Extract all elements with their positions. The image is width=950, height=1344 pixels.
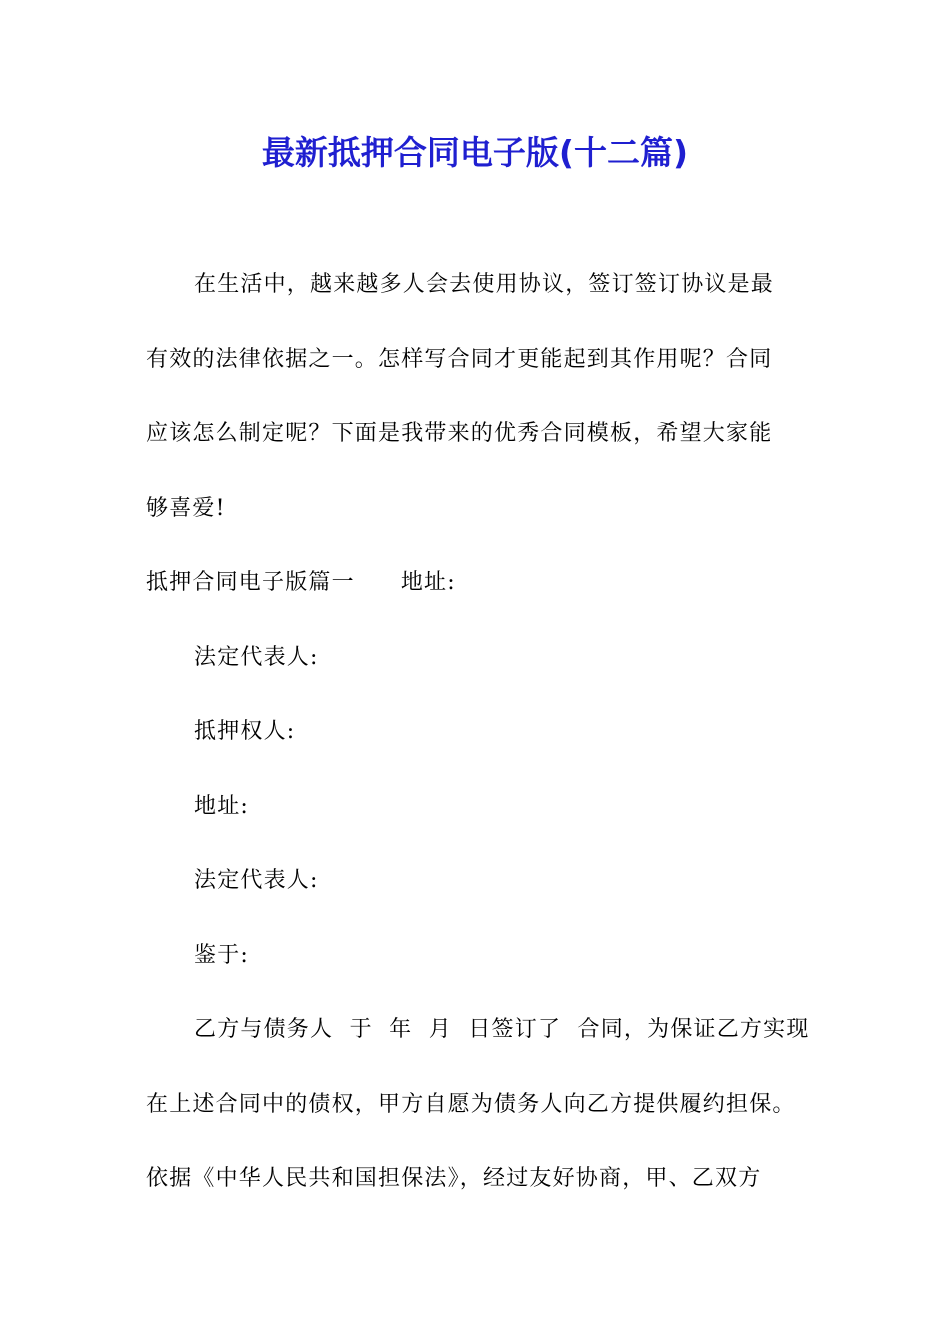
clause-line: 乙方与债务人 于 年 月 日签订了 合同，为保证乙方实现 — [194, 1017, 810, 1042]
field-address: 地址: — [194, 793, 250, 819]
intro-line: 在生活中，越来越多人会去使用协议，签订签订协议是最 — [194, 272, 775, 297]
intro-line: 应该怎么制定呢？下面是我带来的优秀合同模板，希望大家能 — [146, 421, 773, 446]
field-legal-representative: 法定代表人: — [194, 644, 319, 670]
field-list — [146, 621, 810, 994]
field-legal-representative-2: 法定代表人: — [194, 868, 319, 893]
clause-paragraph — [146, 993, 810, 1217]
document-title: 最新抵押合同电子版(十二篇) — [261, 133, 689, 172]
field-whereas: 鉴于: — [194, 942, 250, 968]
field-mortgagee: 抵押权人: — [194, 719, 296, 744]
section-heading-line — [146, 546, 810, 621]
intro-line: 有效的法律依据之一。怎样写合同才更能起到其作用呢？合同 — [146, 346, 773, 372]
clause-line: 依据《中华人民共和国担保法》，经过友好协商，甲、乙双方 — [146, 1166, 762, 1191]
clause-line: 在上述合同中的债权，甲方自愿为债务人向乙方提供履约担保。 — [146, 1091, 796, 1117]
intro-paragraph — [146, 248, 810, 546]
section-heading: 抵押合同电子版篇一 — [146, 570, 355, 595]
section-heading-address-label: 地址: — [400, 570, 456, 595]
intro-line: 够喜爱! — [146, 495, 226, 521]
document-body — [146, 248, 810, 1217]
